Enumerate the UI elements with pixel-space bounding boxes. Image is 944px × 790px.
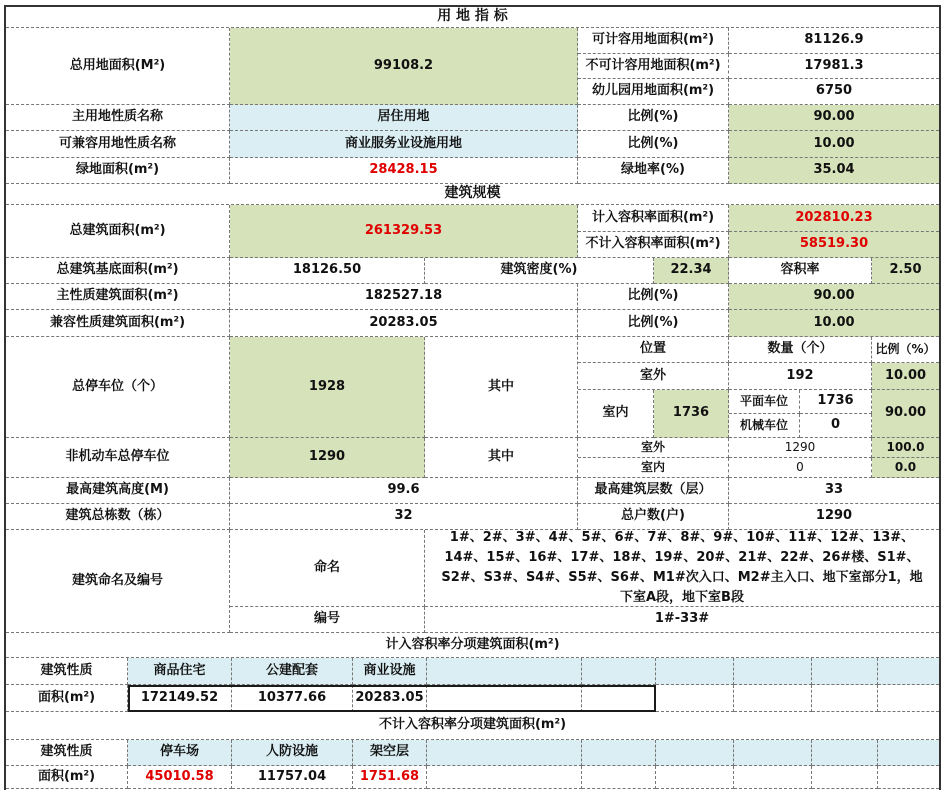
total-building-area-value[interactable]: 261329.53	[230, 205, 578, 258]
far-out-col-empty-4[interactable]	[734, 740, 812, 766]
parking-ratio-header: 比例（%）	[872, 337, 939, 363]
far-in-area-empty-5[interactable]	[812, 685, 878, 712]
far-in-col-commodity-housing[interactable]: 商品住宅	[128, 658, 232, 685]
far-in-area-empty-3[interactable]	[656, 685, 734, 712]
green-rate-label: 绿地率(%)	[578, 158, 729, 184]
green-rate-value[interactable]: 35.04	[729, 158, 939, 184]
compatible-nature-ratio-value[interactable]: 10.00	[729, 310, 939, 337]
section-title-far-included-breakdown: 计入容积率分项建筑面积(m²)	[6, 633, 939, 658]
parking-position-header: 位置	[578, 337, 729, 363]
total-blocks-label: 建筑总栋数（栋）	[6, 504, 230, 530]
far-out-area-stilt-floor[interactable]: 1751.68	[353, 766, 427, 789]
green-area-label: 绿地面积(m²)	[6, 158, 230, 184]
non-motor-outdoor-label: 室外	[578, 438, 729, 458]
far-included-area-value[interactable]: 202810.23	[729, 205, 939, 232]
far-in-col-empty-3[interactable]	[656, 658, 734, 685]
main-nature-building-area-value[interactable]: 182527.18	[230, 284, 578, 310]
far-out-col-empty-6[interactable]	[878, 740, 939, 766]
flat-parking-count[interactable]: 1736	[800, 390, 872, 414]
mechanical-parking-label: 机械车位	[729, 414, 800, 438]
max-building-height-value[interactable]: 99.6	[230, 478, 578, 504]
plot-ratio-label: 容积率	[729, 258, 872, 284]
parking-outdoor-label: 室外	[578, 363, 729, 390]
non-motor-parking-label: 非机动车总停车位	[6, 438, 230, 478]
non-countable-land-area-value[interactable]: 17981.3	[729, 54, 939, 79]
far-out-col-empty-5[interactable]	[812, 740, 878, 766]
far-in-col-empty-5[interactable]	[812, 658, 878, 685]
total-building-area-label: 总建筑面积(m²)	[6, 205, 230, 258]
far-in-area-empty-6[interactable]	[878, 685, 939, 712]
parking-outdoor-count[interactable]: 192	[729, 363, 872, 390]
main-nature-ratio-value[interactable]: 90.00	[729, 284, 939, 310]
green-area-value[interactable]: 28428.15	[230, 158, 578, 184]
parking-count-header: 数量（个）	[729, 337, 872, 363]
parking-indoor-ratio[interactable]: 90.00	[872, 390, 939, 438]
total-households-value[interactable]: 1290	[729, 504, 939, 530]
non-motor-outdoor-ratio[interactable]: 100.0	[872, 438, 939, 458]
far-in-col-empty-1[interactable]	[427, 658, 582, 685]
far-in-col-empty-6[interactable]	[878, 658, 939, 685]
main-land-use-label: 主用地性质名称	[6, 105, 230, 131]
far-in-area-empty-2[interactable]	[582, 685, 656, 712]
countable-land-area-label: 可计容用地面积(m²)	[578, 28, 729, 54]
far-out-area-empty-6[interactable]	[878, 766, 939, 789]
far-in-row-area-label: 面积(m²)	[6, 685, 128, 712]
far-out-area-empty-3[interactable]	[656, 766, 734, 789]
total-land-area-value[interactable]: 99108.2	[230, 28, 578, 105]
far-out-row-nature-label: 建筑性质	[6, 740, 128, 766]
compatible-land-use-ratio-value[interactable]: 10.00	[729, 131, 939, 158]
far-out-area-empty-5[interactable]	[812, 766, 878, 789]
compatible-land-use-value[interactable]: 商业服务业设施用地	[230, 131, 578, 158]
total-blocks-value[interactable]: 32	[230, 504, 578, 530]
far-in-area-public-facilities[interactable]: 10377.66	[232, 685, 353, 712]
far-excluded-area-label: 不计入容积率面积(m²)	[578, 232, 729, 258]
total-land-area-label: 总用地面积(M²)	[6, 28, 230, 105]
naming-numbers-value[interactable]: 1#-33#	[425, 607, 939, 633]
total-parking-label: 总停车位（个）	[6, 337, 230, 438]
naming-number-label: 编号	[230, 607, 425, 633]
non-motor-indoor-count[interactable]: 0	[729, 458, 872, 478]
compatible-nature-ratio-label: 比例(%)	[578, 310, 729, 337]
compatible-nature-building-area-value[interactable]: 20283.05	[230, 310, 578, 337]
building-footprint-value[interactable]: 18126.50	[230, 258, 425, 284]
far-out-area-empty-4[interactable]	[734, 766, 812, 789]
far-in-col-public-facilities[interactable]: 公建配套	[232, 658, 353, 685]
plot-ratio-value[interactable]: 2.50	[872, 258, 939, 284]
kindergarten-land-area-label: 幼儿园用地面积(m²)	[578, 79, 729, 105]
mechanical-parking-count[interactable]: 0	[800, 414, 872, 438]
far-in-row-nature-label: 建筑性质	[6, 658, 128, 685]
far-in-col-empty-4[interactable]	[734, 658, 812, 685]
main-nature-ratio-label: 比例(%)	[578, 284, 729, 310]
total-parking-value[interactable]: 1928	[230, 337, 425, 438]
far-out-area-civil-defense[interactable]: 11757.04	[232, 766, 353, 789]
building-density-value[interactable]: 22.34	[654, 258, 729, 284]
far-in-col-commercial[interactable]: 商业设施	[353, 658, 427, 685]
far-out-row-area-label: 面积(m²)	[6, 766, 128, 789]
naming-name-label: 命名	[230, 530, 425, 607]
non-motor-among-label: 其中	[425, 438, 578, 478]
parking-indoor-count[interactable]: 1736	[654, 390, 729, 438]
compatible-nature-building-area-label: 兼容性质建筑面积(m²)	[6, 310, 230, 337]
main-land-use-value[interactable]: 居住用地	[230, 105, 578, 131]
far-out-col-stilt-floor[interactable]: 架空层	[353, 740, 427, 766]
parking-outdoor-ratio[interactable]: 10.00	[872, 363, 939, 390]
main-nature-building-area-label: 主性质建筑面积(m²)	[6, 284, 230, 310]
far-excluded-area-value[interactable]: 58519.30	[729, 232, 939, 258]
main-land-use-ratio-value[interactable]: 90.00	[729, 105, 939, 131]
far-out-col-civil-defense[interactable]: 人防设施	[232, 740, 353, 766]
kindergarten-land-area-value[interactable]: 6750	[729, 79, 939, 105]
far-out-col-parking-lot[interactable]: 停车场	[128, 740, 232, 766]
max-floors-label: 最高建筑层数（层）	[578, 478, 729, 504]
section-title-far-excluded-breakdown: 不计入容积率分项建筑面积(m²)	[6, 712, 939, 740]
parking-indoor-label: 室内	[578, 390, 654, 438]
section-title-land-indicators: 用 地 指 标	[6, 7, 939, 28]
section-title-building-scale: 建筑规模	[6, 184, 939, 205]
compatible-land-use-ratio-label: 比例(%)	[578, 131, 729, 158]
non-motor-indoor-ratio[interactable]: 0.0	[872, 458, 939, 478]
naming-names-value[interactable]: 1#、2#、3#、4#、5#、6#、7#、8#、9#、10#、11#、12#、13#、14#、15#、16#、17#、18#、19#、20#、21#、22#、26#楼、S1#、S2#、S3#、S4#、S5#、S6#、M1#次入口、M2#主入口、地下室部分1，地下室A段，地下室B段	[425, 530, 939, 607]
far-in-area-commodity-housing[interactable]: 172149.52	[128, 685, 232, 712]
far-in-area-empty-4[interactable]	[734, 685, 812, 712]
far-out-col-empty-3[interactable]	[656, 740, 734, 766]
non-motor-indoor-label: 室内	[578, 458, 729, 478]
total-households-label: 总户数(户)	[578, 504, 729, 530]
far-in-area-empty-1[interactable]	[427, 685, 582, 712]
non-countable-land-area-label: 不可计容用地面积(m²)	[578, 54, 729, 79]
far-out-col-empty-2[interactable]	[582, 740, 656, 766]
building-density-label: 建筑密度(%)	[425, 258, 654, 284]
max-floors-value[interactable]: 33	[729, 478, 939, 504]
far-included-area-label: 计入容积率面积(m²)	[578, 205, 729, 232]
parking-among-label: 其中	[425, 337, 578, 438]
main-land-use-ratio-label: 比例(%)	[578, 105, 729, 131]
countable-land-area-value[interactable]: 81126.9	[729, 28, 939, 54]
building-naming-label: 建筑命名及编号	[6, 530, 230, 633]
far-in-area-commercial[interactable]: 20283.05	[353, 685, 427, 712]
building-footprint-label: 总建筑基底面积(m²)	[6, 258, 230, 284]
far-out-area-empty-1[interactable]	[427, 766, 582, 789]
far-out-area-empty-2[interactable]	[582, 766, 656, 789]
far-in-col-empty-2[interactable]	[582, 658, 656, 685]
far-out-col-empty-1[interactable]	[427, 740, 582, 766]
flat-parking-label: 平面车位	[729, 390, 800, 414]
non-motor-parking-value[interactable]: 1290	[230, 438, 425, 478]
max-building-height-label: 最高建筑高度(M)	[6, 478, 230, 504]
non-motor-outdoor-count[interactable]: 1290	[729, 438, 872, 458]
compatible-land-use-label: 可兼容用地性质名称	[6, 131, 230, 158]
far-out-area-parking-lot[interactable]: 45010.58	[128, 766, 232, 789]
